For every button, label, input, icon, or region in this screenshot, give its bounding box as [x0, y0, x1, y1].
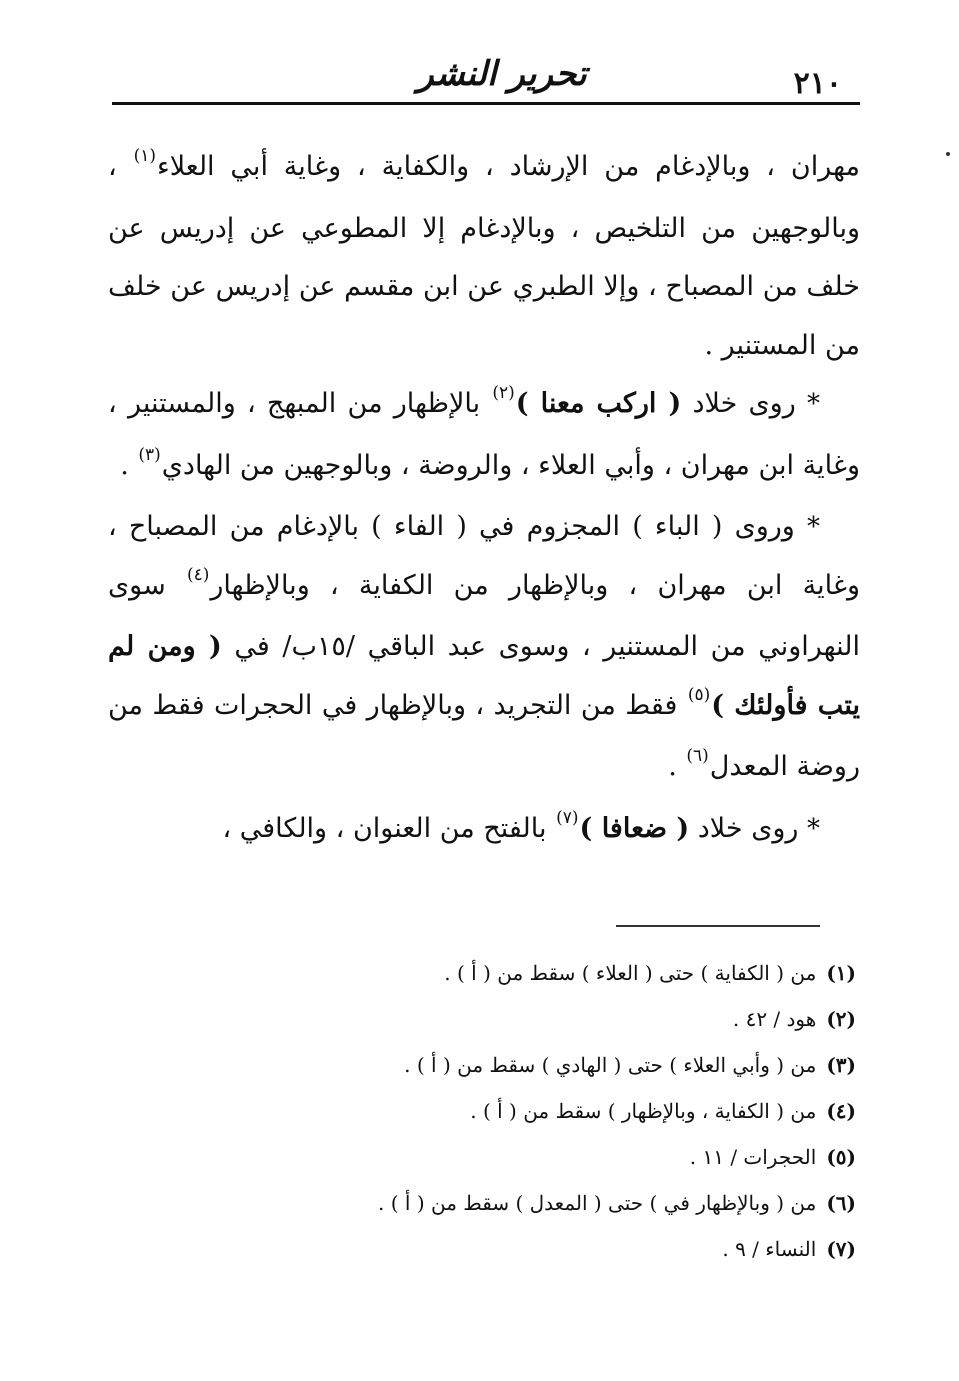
- footnote-text: الحجرات / ١١ .: [689, 1145, 817, 1169]
- footnote-number: (٧): [826, 1237, 856, 1261]
- asterisk-marker: *: [807, 512, 820, 542]
- paragraph-2-text-2: بالإظهار من المبهج ، والمستنير ، وغاية ابن مهران ، وأبي العلاء ، والروضة ، وبالوجهين من الهادي: [108, 388, 860, 481]
- footnote-text: من ( الكفاية ) حتى ( العلاء ) سقط من ( أ ) .: [444, 961, 817, 985]
- footnote-ref-3[interactable]: (٣): [138, 444, 161, 465]
- paragraph-2-text-3: .: [120, 449, 138, 481]
- footnote-text: النساء / ٩ .: [722, 1237, 817, 1261]
- footnote-separator: [616, 925, 820, 927]
- footnote-5: [156, 1134, 856, 1180]
- footnote-number: (٣): [826, 1053, 856, 1077]
- header-rule: [112, 102, 860, 105]
- footnote-text: من ( الكفاية ، وبالإظهار ) سقط من ( أ ) .: [470, 1099, 817, 1123]
- main-text: [108, 138, 860, 861]
- footnote-3: [156, 1042, 856, 1088]
- footnote-text: هود / ٤٢ .: [732, 1007, 817, 1031]
- footnote-number: (١): [826, 961, 856, 985]
- footnote-2: [156, 996, 856, 1042]
- paragraph-3-text-3: فقط من التجريد ، وبالإظهار في الحجرات فقط من روضة المعدل: [108, 689, 860, 782]
- paragraph-3-text-4: .: [668, 751, 686, 782]
- paragraph-1-text-2: ، وبالوجهين من التلخيص ، وبالإدغام إلا المطوعي عن إدريس عن خلف من المصباح ، وإلا الطبري عن ابن مقسم عن إدريس عن خلف من المستنير .: [108, 151, 860, 361]
- footnote-7: [156, 1226, 856, 1272]
- footnote-ref-7[interactable]: (٧): [556, 807, 579, 828]
- paragraph-4-text-2: بالفتح من العنوان ، والكافي ،: [222, 812, 556, 844]
- paragraph-4: [108, 800, 860, 862]
- quran-quote-3: ( ضعافا ): [579, 812, 690, 844]
- paragraph-3-text-1: وروى ( الباء ) المجزوم في ( الفاء ) بالإدغام من المصباح ، وغاية ابن مهران ، وبالإظهار من الكفاية ، وبالإظهار: [108, 511, 860, 601]
- footnote-ref-2[interactable]: (٢): [492, 383, 515, 403]
- quran-quote-2: ( ومن لم يتب فأولئك ): [108, 631, 860, 721]
- footnote-number: (٦): [826, 1191, 856, 1215]
- footnotes: [156, 950, 856, 1272]
- asterisk-marker: *: [807, 813, 820, 844]
- footnote-ref-6[interactable]: (٦): [686, 746, 709, 766]
- running-title: تحرير النشر: [417, 54, 587, 94]
- page-header: [112, 50, 860, 102]
- footnote-number: (٥): [826, 1145, 856, 1169]
- footnote-ref-1[interactable]: (١): [133, 146, 156, 166]
- footnote-ref-4[interactable]: (٤): [186, 564, 210, 585]
- asterisk-marker: *: [806, 389, 820, 419]
- paragraph-3-text-2: سوى النهراوني من المستنير ، وسوى عبد الباقي /١٥ب/ في: [108, 569, 860, 662]
- paragraph-3: [108, 498, 860, 800]
- footnote-1: [156, 950, 856, 996]
- paragraph-1: [108, 138, 860, 375]
- footnote-text: من ( وبالإظهار في ) حتى ( المعدل ) سقط من ( أ ) .: [378, 1191, 817, 1215]
- margin-dot: [946, 152, 950, 156]
- footnote-ref-5[interactable]: (٥): [687, 684, 711, 705]
- footnote-number: (٤): [826, 1099, 856, 1123]
- footnote-number: (٢): [826, 1007, 856, 1031]
- paragraph-4-text-1: روى خلاد: [689, 812, 807, 844]
- footnote-6: [156, 1180, 856, 1226]
- page-number: ٢١٠: [793, 66, 842, 101]
- quran-quote-1: ( اركب معنا ): [515, 388, 682, 419]
- footnote-4: [156, 1088, 856, 1134]
- paragraph-2: [108, 375, 860, 498]
- footnote-text: من ( وأبي العلاء ) حتى ( الهادي ) سقط من ( أ ) .: [404, 1053, 817, 1077]
- paragraph-2-text-1: روى خلاد: [681, 388, 807, 419]
- paragraph-1-text-1: مهران ، وبالإدغام من الإرشاد ، والكفاية ، وغاية أبي العلاء: [157, 151, 861, 182]
